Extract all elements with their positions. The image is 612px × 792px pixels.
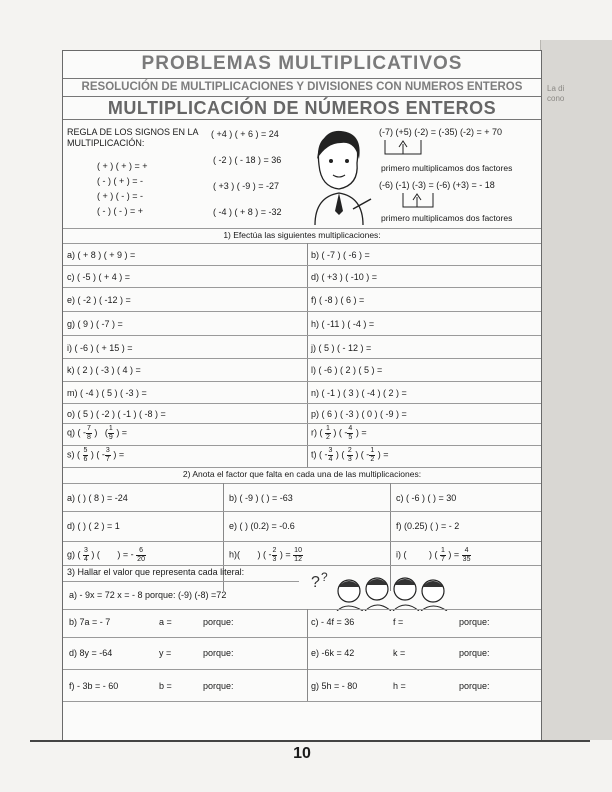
- exercise-item-r: r) ( $\frac{1}{2}$ ) ( - $\frac{4}{5}$ ) =: [311, 425, 367, 441]
- page-title: PROBLEMAS MULTIPLICATIVOS: [141, 53, 463, 74]
- page-number: 10: [293, 745, 311, 762]
- exercise-item: e) ( -2 ) ( -12 ) =: [67, 295, 131, 305]
- literal-item-answer: h =: [393, 681, 406, 691]
- literal-item-reason: porque:: [459, 648, 490, 658]
- exercise-item: c) ( -5 ) ( + 4 ) =: [67, 272, 131, 282]
- missing-factor-item-i: i) ( ) ( $\frac{1}{7}$ ) = $\frac{4}{35}$: [396, 547, 471, 563]
- bracket-arrows-1: [381, 138, 441, 160]
- page-bottom-edge: [30, 740, 590, 742]
- chain-example-1: (-7) (+5) (-2) = (-35) (-2) = + 70: [379, 127, 503, 137]
- exercise-item: a) ( + 8 ) ( + 9 ) =: [67, 250, 136, 260]
- example-product: ( -2 ) ( - 18 ) = 36: [213, 155, 282, 165]
- missing-factor-item-h: h)( ) ( - $\frac{2}{3}$ ) = $\frac{10}{12}$: [229, 547, 302, 563]
- exercise-item: j) ( 5 ) ( - 12 ) =: [311, 343, 372, 353]
- exercise-2-title: 2) Anota el factor que falta en cada una de las multiplicaciones:: [182, 469, 422, 479]
- sign-rule: ( + ) ( - ) = -: [97, 191, 143, 201]
- missing-factor-item: b) ( -9 ) ( ) = -63: [229, 493, 293, 503]
- exercise-item: d) ( +3 ) ( -10 ) =: [311, 272, 378, 282]
- exercise-item: l) ( -6 ) ( 2 ) ( 5 ) =: [311, 365, 383, 375]
- section-title: MULTIPLICACIÓN DE NÚMEROS ENTEROS: [107, 98, 497, 118]
- worksheet-page: [62, 50, 542, 762]
- svg-text:?: ?: [321, 570, 328, 584]
- chain-example-2: (-6) (-1) (-3) = (-6) (+3) = - 18: [379, 180, 495, 190]
- example-product: ( -4 ) ( + 8 ) = -32: [213, 207, 282, 217]
- literal-item-reason: porque:: [203, 648, 234, 658]
- example-product: ( +3 ) ( -9 ) = -27: [213, 181, 280, 191]
- exercise-item-q: q) ( - $\frac{7}{8}$ ) ( $\frac{1}{9}$ ) =: [67, 425, 128, 441]
- literal-item-answer: b =: [159, 681, 172, 691]
- page-subtitle: RESOLUCIÓN DE MULTIPLICACIONES Y DIVISIONES CON NUMEROS ENTEROS: [81, 81, 523, 93]
- svg-text:?: ?: [311, 574, 320, 591]
- exercise-item: m) ( -4 ) ( 5 ) ( -3 ) =: [67, 388, 147, 398]
- literal-example: a) - 9x = 72 x = - 8 porque: (-9) (-8) =72: [69, 590, 227, 600]
- sign-rule: ( - ) ( - ) = +: [97, 206, 143, 216]
- exercise-1-title: 1) Efectúa las siguientes multiplicaciones:: [223, 230, 381, 240]
- missing-factor-item: f) (0.25) ( ) = - 2: [396, 521, 460, 531]
- literal-item-equation: e) -6k = 42: [311, 648, 355, 658]
- missing-factor-item: d) ( ) ( 2 ) = 1: [67, 521, 120, 531]
- literal-item-answer: k =: [393, 648, 406, 658]
- literal-item-equation: f) - 3b = - 60: [69, 681, 119, 691]
- exercise-item: g) ( 9 ) ( -7 ) =: [67, 319, 123, 329]
- example-product: ( +4 ) ( + 6 ) = 24: [211, 129, 279, 139]
- exercise-item-t: t) ( - $\frac{3}{4}$ ) ( $\frac{2}{3}$ ) ( - $\frac{1}{2}$ ) =: [311, 447, 389, 463]
- teacher-illustration: [301, 125, 373, 225]
- literal-item-equation: c) - 4f = 36: [311, 617, 355, 627]
- exercise-item: f) ( -8 ) ( 6 ) =: [311, 295, 365, 305]
- literal-item-reason: porque:: [203, 617, 234, 627]
- missing-factor-item: c) ( -6 ) ( ) = 30: [396, 493, 457, 503]
- missing-factor-item-g: g) ( $\frac{3}{4}$ ) ( ) = - $\frac{6}{20}$: [67, 547, 145, 563]
- exercise-item: p) ( 6 ) ( -3 ) ( 0 ) ( -9 ) =: [311, 409, 407, 419]
- exercise-item: n) ( -1 ) ( 3 ) ( -4 ) ( 2 ) =: [311, 388, 407, 398]
- missing-factor-item: e) ( ) (0.2) = -0.6: [229, 521, 295, 531]
- exercise-item-s: s) ( $\frac{5}{6}$ ) ( - $\frac{3}{7}$ ) =: [67, 447, 125, 463]
- missing-factor-item: a) ( ) ( 8 ) = -24: [67, 493, 128, 503]
- exercise-3-title: 3) Hallar el valor que representa cada literal:: [67, 567, 245, 577]
- sign-rule: ( + ) ( + ) = +: [97, 161, 148, 171]
- literal-item-equation: b) 7a = - 7: [69, 617, 111, 627]
- exercise-item: b) ( -7 ) ( -6 ) =: [311, 250, 370, 260]
- chain-note-1: primero multiplicamos dos factores: [381, 163, 513, 173]
- literal-item-answer: a =: [159, 617, 172, 627]
- students-illustration: [307, 567, 467, 611]
- literal-item-equation: d) 8y = -64: [69, 648, 113, 658]
- sign-rule: ( - ) ( + ) = -: [97, 176, 143, 186]
- exercise-item: k) ( 2 ) ( -3 ) ( 4 ) =: [67, 365, 141, 375]
- literal-item-equation: g) 5h = - 80: [311, 681, 358, 691]
- exercise-item: o) ( 5 ) ( -2 ) ( -1 ) ( -8 ) =: [67, 409, 166, 419]
- chain-note-2: primero multiplicamos dos factores: [381, 213, 513, 223]
- exercise-item: i) ( -6 ) ( + 15 ) =: [67, 343, 133, 353]
- literal-item-reason: porque:: [459, 617, 490, 627]
- rules-heading: REGLA DE LOS SIGNOS EN LA MULTIPLICACIÓN:: [67, 127, 199, 148]
- bracket-arrows-2: [381, 191, 441, 213]
- literal-item-reason: porque:: [459, 681, 490, 691]
- literal-item-answer: y =: [159, 648, 172, 658]
- literal-item-answer: f =: [393, 617, 404, 627]
- exercise-item: h) ( -11 ) ( -4 ) =: [311, 319, 375, 329]
- adjacent-page-edge: La di cono: [540, 40, 612, 740]
- literal-item-reason: porque:: [203, 681, 234, 691]
